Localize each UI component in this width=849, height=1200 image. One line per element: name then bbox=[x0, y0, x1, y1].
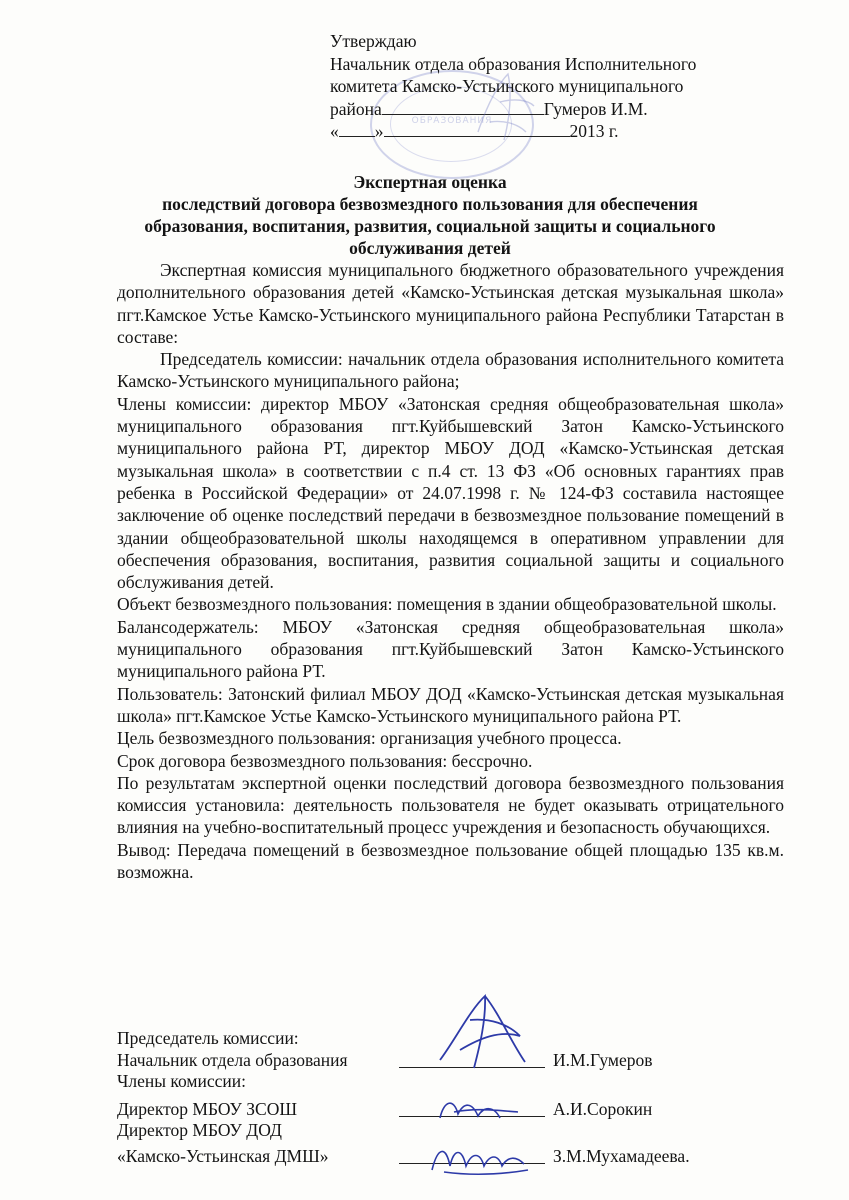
paragraph-members: Члены комиссии: директор МБОУ «Затонская средняя общеобразовательная школа» муниципального образования пгт.Куйбышевский Затон Камско-Устьинского муниципального района РТ, директор МБОУ ДОД «Камско-Устьинская детская музыкальная школа» в соответствии с п.4 ст. 13 ФЗ «Об основных гарантиях прав ребенка в Российской Федерации» от 24.07.1998 г. № 124-ФЗ составила настоящее заключение об оценке последствий передачи в безвозмездное пользование помещений в здании общеобразовательной школы находящемся в оперативном управлении для обеспечения образования, воспитания, развития социальной защиты и социального обслуживания детей. bbox=[117, 393, 784, 593]
title-line-2: последствий договора безвозмездного пользования для обеспечения bbox=[162, 194, 698, 214]
approval-date-line: « » 2013 г. bbox=[330, 121, 619, 141]
paragraph-object: Объект безвозмездного пользования: помещения в здании общеобразовательной школы. bbox=[117, 594, 777, 615]
document-title bbox=[100, 171, 760, 259]
chair-position: Начальник отдела образования bbox=[117, 1049, 348, 1070]
member1-position: Директор МБОУ ЗСОШ bbox=[117, 1098, 298, 1119]
approval-district-label: района bbox=[330, 98, 382, 119]
member1-signature bbox=[434, 1092, 524, 1128]
approval-line-4 bbox=[330, 98, 790, 121]
paragraph-conclusion: Вывод: Передача помещений в безвозмездное пользование общей площадью 135 кв.м. возможна. bbox=[117, 839, 784, 883]
title-line-4: обслуживания детей bbox=[349, 238, 511, 258]
title-line-1: Экспертная оценка bbox=[353, 172, 507, 192]
approval-line-1: Утверждаю bbox=[330, 31, 417, 51]
paragraph-purpose: Цель безвозмездного пользования: организация учебного процесса. bbox=[117, 728, 622, 749]
member2-position-line-1: Директор МБОУ ДОД bbox=[117, 1120, 282, 1140]
chair-heading: Председатель комиссии: bbox=[117, 1028, 299, 1048]
members-heading: Члены комиссии: bbox=[117, 1071, 246, 1091]
approval-line-3: комитета Камско-Устьинского муниципального bbox=[330, 76, 684, 96]
member2-signature bbox=[424, 1136, 534, 1180]
paragraph-term: Срок договора безвозмездного пользования: бессрочно. bbox=[117, 750, 533, 771]
member2-position-line-2: «Камско-Устьинская ДМШ» bbox=[117, 1145, 329, 1166]
approval-signature-scribble bbox=[470, 62, 540, 152]
approval-line-2: Начальник отдела образования Исполнительного bbox=[330, 53, 697, 74]
approval-signer-name: Гумеров И.М. bbox=[543, 98, 648, 119]
chair-name: И.М.Гумеров bbox=[553, 1049, 653, 1070]
paragraph-results: По результатам экспертной оценки последствий договора безвозмездного пользования комиссия установила: деятельность пользователя не будет оказывать отрицательного влияния на учебно-воспитательный процесс учреждения и безопасность обучающихся. bbox=[117, 772, 784, 838]
chair-signature bbox=[430, 990, 540, 1075]
paragraph-chairman: Председатель комиссии: начальник отдела образования исполнительного комитета Камско-Устьинского муниципального района; bbox=[117, 349, 784, 392]
approval-year: 2013 г. bbox=[569, 121, 619, 141]
approval-block bbox=[330, 30, 790, 143]
title-line-3: образования, воспитания, развития, социальной защиты и социального bbox=[144, 216, 716, 236]
stamp-text: ОБРАЗОВАНИЯ bbox=[411, 116, 493, 126]
document-body bbox=[117, 259, 784, 883]
paragraph-user: Пользователь: Затонский филиал МБОУ ДОД «Камско-Устьинская детская музыкальная школа» пгт.Камское Устье Камско-Устьинского муниципального района РТ. bbox=[117, 683, 784, 726]
paragraph-balance-holder: Балансодержатель: МБОУ «Затонская средняя общеобразовательная школа» муниципального образования пгт.Куйбышевский Затон Камско-Устьинского муниципального района РТ. bbox=[117, 616, 784, 682]
paragraph-commission: Экспертная комиссия муниципального бюджетного образовательного учреждения дополнительного образования детей «Камско-Устьинская детская музыкальная школа» пгт.Камское Устье Камско-Устьинского муниципального района Республики Татарстан в составе: bbox=[117, 260, 784, 347]
member1-name: А.И.Сорокин bbox=[553, 1098, 653, 1119]
member2-name: З.М.Мухамадеева. bbox=[553, 1145, 690, 1166]
approval-day-blank bbox=[339, 120, 375, 137]
